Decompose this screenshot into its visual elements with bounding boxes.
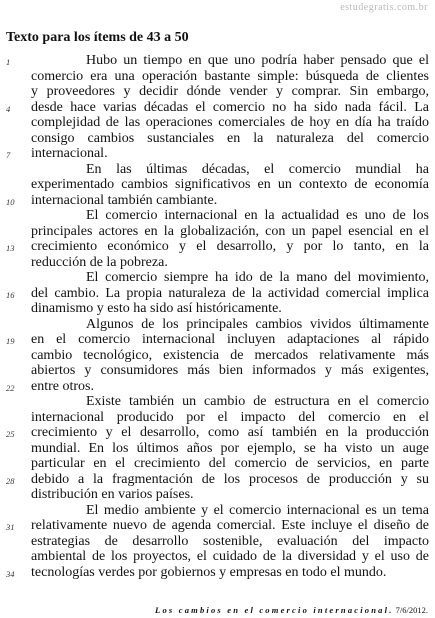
text-line (0, 69, 435, 85)
line-text: El comercio siempre ha ido de la mano del movimiento, (86, 270, 429, 285)
text-line (0, 317, 435, 333)
line-text: comercio era una operación bastante simple: búsqueda de clientes (31, 68, 429, 84)
text-line (0, 549, 435, 565)
line-text: Hubo un tiempo en que uno podría haber pensado que el (86, 53, 429, 68)
text-line (0, 131, 435, 147)
line-text: desde hace varias décadas el comercio no ha sido nada fácil. La (31, 99, 429, 115)
text-line (0, 332, 435, 348)
text-line (0, 503, 435, 519)
line-text: Algunos de los principales cambios vividos últimamente (86, 316, 429, 332)
text-line (0, 410, 435, 426)
text-line (0, 177, 435, 193)
line-text: en el comercio internacional incluyen adaptaciones al rápido (31, 332, 429, 347)
site-watermark: estudegratis.com.br (340, 2, 428, 13)
text-line (0, 487, 435, 503)
line-text: En las últimas décadas, el comercio mundial ha (86, 161, 429, 177)
line-text: ambiental de los proyectos, el cuidado de la diversidad y el uso de (31, 549, 429, 564)
source-date: 7/6/2012. (395, 605, 428, 615)
text-line (0, 379, 435, 395)
text-line (0, 162, 435, 178)
text-line (0, 425, 435, 441)
line-text: particular en el crecimiento del comercio de servicios, en parte (31, 456, 429, 471)
text-line (0, 239, 435, 255)
line-text: Existe también un cambio de estructura en el comercio (86, 394, 429, 409)
line-number: 16 (6, 289, 15, 300)
reading-passage (0, 53, 435, 580)
text-line (0, 100, 435, 116)
line-number: 4 (6, 103, 11, 114)
line-text: abiertos y consumidores más bien informados y más exigentes, (31, 363, 429, 378)
line-number: 25 (6, 429, 15, 439)
line-text: tecnologías verdes por gobiernos y empresas en todo el mundo. (31, 564, 387, 580)
source-title: Los cambios en el comercio internacional. (155, 605, 394, 615)
text-line (0, 270, 435, 286)
line-text: cambio tecnológico, existencia de mercados relativamente más (31, 347, 429, 363)
line-number: 7 (6, 150, 11, 160)
line-text: consigo cambios sustanciales en la naturaleza del comercio (31, 130, 429, 146)
section-title: Texto para los ítems de 43 a 50 (6, 30, 189, 45)
source-citation (155, 605, 428, 615)
text-line (0, 394, 435, 410)
line-text: crecimiento y el desarrollo, como así también en la producción (31, 425, 429, 440)
line-text: relativamente nuevo de agenda comercial. Este incluye el diseño de (31, 518, 429, 533)
line-number: 19 (6, 336, 15, 346)
text-line (0, 534, 435, 550)
line-number: 13 (6, 243, 15, 253)
line-text: El comercio internacional en la actualidad es uno de los (86, 208, 429, 223)
text-line (0, 286, 435, 302)
line-text: dinamismo y esto ha sido así históricamente. (31, 301, 282, 316)
line-text: mundial. En los últimos años por ejemplo, se ha visto un auge (31, 440, 429, 456)
line-text: distribución en varios países. (31, 487, 194, 502)
text-line (0, 456, 435, 472)
text-line (0, 518, 435, 534)
text-line (0, 363, 435, 379)
text-line (0, 208, 435, 224)
text-line (0, 301, 435, 317)
line-text: y proveedores y decidir dónde vender y comprar. Sin embargo, (31, 84, 429, 99)
line-number: 10 (6, 196, 15, 207)
text-line (0, 84, 435, 100)
line-number: 1 (6, 57, 11, 67)
line-text: reducción de la pobreza. (31, 254, 168, 270)
line-number: 22 (6, 382, 15, 393)
text-line (0, 565, 435, 581)
line-text: debido a la fragmentación de los procesos de producción y su (31, 471, 429, 487)
line-number: 34 (6, 568, 15, 579)
line-text: principales actores en la globalización, con un papel esencial en el (31, 223, 429, 239)
line-text: crecimiento económico y el desarrollo, y por lo tanto, en la (31, 239, 429, 254)
text-line (0, 224, 435, 240)
line-text: internacional producido por el impacto del comercio en el (31, 409, 429, 425)
text-line (0, 115, 435, 131)
text-line (0, 441, 435, 457)
text-line (0, 146, 435, 162)
line-text: El medio ambiente y el comercio internacional es un tema (86, 502, 429, 518)
line-text: experimentado cambios significativos en un contexto de economía (31, 177, 429, 192)
text-line (0, 53, 435, 69)
line-text: internacional también cambiante. (31, 192, 218, 208)
line-text: complejidad de las operaciones comerciales de hoy en día ha traído (31, 115, 429, 130)
text-line (0, 348, 435, 364)
line-number: 31 (6, 522, 15, 532)
line-text: del cambio. La propia naturaleza de la actividad comercial implica (31, 285, 429, 301)
line-text: estrategias de desarrollo sostenible, evaluación del impacto (31, 533, 429, 549)
line-text: internacional. (31, 146, 108, 161)
line-number: 28 (6, 475, 15, 486)
line-text: entre otros. (31, 378, 94, 394)
text-line (0, 472, 435, 488)
text-line (0, 255, 435, 271)
text-line (0, 193, 435, 209)
